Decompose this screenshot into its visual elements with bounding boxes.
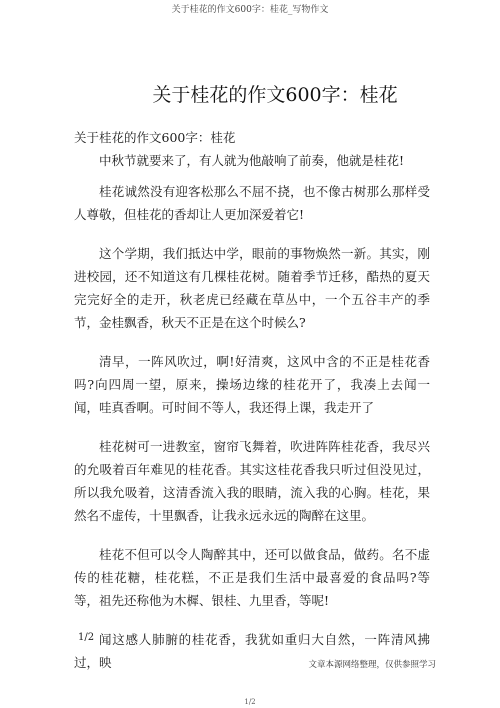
page-number-label: 1/2	[78, 632, 95, 643]
paragraph-2: 桂花诚然没有迎客松那么不屈不挠，也不像古树那么那样受人尊敬，但桂花的香却让人更加深爱着它!	[74, 184, 430, 222]
paragraph-6: 桂花不但可以令人陶醉其中，还可以做食品，做药。名不虚传的桂花糖，桂花糕，不正是我们生活中最喜爱的食品吗?等等，祖先还称他为木樨、银桂、九里香，等呢!	[74, 547, 430, 608]
page-header: 关于桂花的作文600字：桂花_写物作文	[171, 5, 329, 15]
article-body	[74, 126, 430, 674]
paragraph-3: 这个学期，我们抵达中学，眼前的事物焕然一新。其实，刚进校园，还不知道这有几棵桂花树。随着季节迁移，酷热的夏天完完好全的走开，秋老虎已经藏在草丛中，一个五谷丰产的季节，金桂飘香，秋天不正是在这个时候么?	[74, 246, 430, 330]
article-title: 关于桂花的作文600字：桂花	[152, 84, 398, 106]
source-note: 文章本源网络整理，仅供参照学习	[308, 660, 436, 670]
paragraph-7: 闻这感人肺腑的桂花香，我犹如重归大自然，一阵清风拂过，映	[74, 632, 430, 670]
paragraph-4: 清早，一阵风吹过，啊!好清爽，这风中含的不正是桂花香吗?向四周一望，原来，操场边缘的桂花开了，我凑上去闻一闻，哇真香啊。可时间不等人，我还得上课，我走开了	[74, 354, 430, 415]
footer-page-number: 1/2	[244, 698, 256, 706]
paragraph-5: 桂花树可一进教室，窗帘飞舞着，吹进阵阵桂花香，我尽兴的允吸着百年难见的桂花香。其实这桂花香我只听过但没见过，所以我允吸着，这清香流入我的眼睛，流入我的心胸。桂花，果然名不虚传，十里飘香，让我永远永远的陶醉在这里。	[74, 439, 430, 523]
article-subtitle: 关于桂花的作文600字：桂花	[74, 130, 236, 145]
paragraph-1: 中秋节就要来了，有人就为他敲响了前奏，他就是桂花!	[99, 153, 405, 168]
